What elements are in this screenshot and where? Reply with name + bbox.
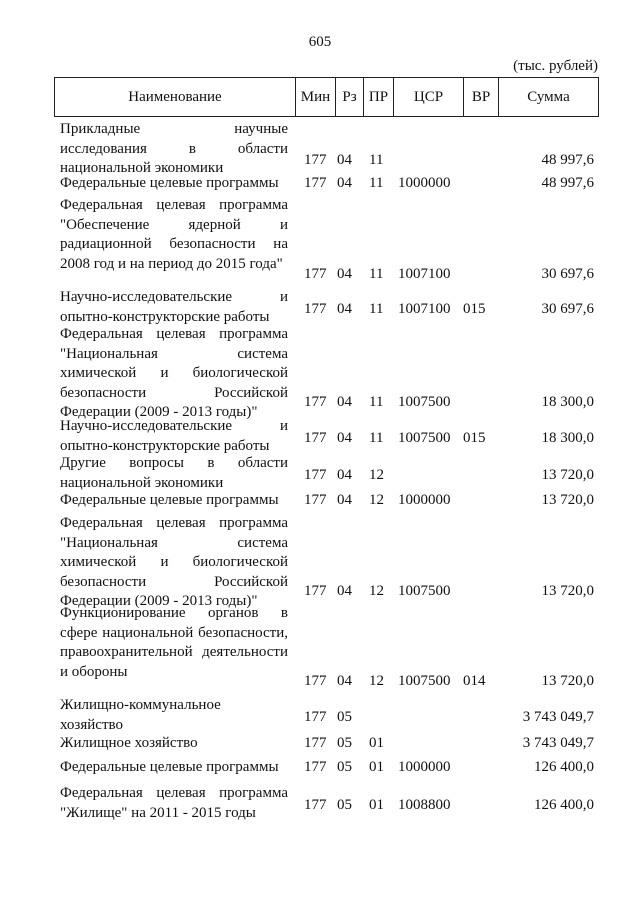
units-label: (тыс. рублей)	[513, 58, 598, 74]
row-rz: 04	[337, 393, 352, 410]
row-csr: 1007500	[398, 672, 451, 689]
row-sum: 13 720,0	[541, 582, 594, 599]
row-pr: 11	[369, 393, 384, 410]
table-row	[0, 175, 640, 193]
row-sum: 13 720,0	[541, 672, 594, 689]
row-name: Федеральная целевая программа "Национальная система химической и биологической безопасности Российской Федерации (2009 - 2013 годы)"	[60, 515, 288, 609]
row-pr: 12	[369, 491, 384, 508]
row-min: 177	[304, 393, 327, 410]
row-min: 177	[304, 300, 327, 317]
row-rz: 04	[337, 582, 352, 599]
row-name: Федеральная целевая программа "Жилище" на 2011 - 2015 годы	[60, 785, 288, 821]
row-pr: 01	[369, 734, 384, 751]
row-pr: 12	[369, 466, 384, 483]
row-pr: 11	[369, 174, 384, 191]
row-min: 177	[304, 265, 327, 282]
table-row	[0, 785, 640, 821]
row-pr: 12	[369, 582, 384, 599]
row-sum: 13 720,0	[541, 466, 594, 483]
row-vr: 015	[463, 300, 486, 317]
row-name: Функционирование органов в сфере национальной безопасности, правоохранительной деятельности и обороны	[60, 605, 288, 680]
row-rz: 04	[337, 174, 352, 191]
header-csr: ЦСР	[393, 78, 463, 116]
row-sum: 126 400,0	[534, 796, 594, 813]
row-sum: 48 997,6	[541, 174, 594, 191]
row-min: 177	[304, 174, 327, 191]
table-row	[0, 455, 640, 491]
row-csr: 1007500	[398, 393, 451, 410]
row-min: 177	[304, 734, 327, 751]
header-min: Мин	[295, 78, 335, 116]
table-row	[0, 514, 640, 609]
header-rz: Рз	[335, 78, 363, 116]
row-sum: 18 300,0	[541, 393, 594, 410]
row-sum: 126 400,0	[534, 758, 594, 775]
table-row	[0, 120, 640, 176]
row-rz: 04	[337, 300, 352, 317]
row-name: Федеральные целевые программы	[60, 759, 279, 775]
table-row	[0, 325, 640, 420]
row-csr: 1007100	[398, 300, 451, 317]
row-rz: 05	[337, 796, 352, 813]
row-pr: 11	[369, 265, 384, 282]
row-pr: 11	[369, 429, 384, 446]
row-csr: 1007500	[398, 429, 451, 446]
table-row	[0, 492, 640, 510]
row-name: Научно-исследовательские и опытно-конструкторские работы	[60, 418, 288, 454]
row-name: Федеральные целевые программы	[60, 175, 279, 191]
row-rz: 04	[337, 491, 352, 508]
table-row	[0, 759, 640, 777]
row-min: 177	[304, 151, 327, 168]
header-sum: Сумма	[498, 78, 598, 116]
row-pr: 11	[369, 300, 384, 317]
row-sum: 18 300,0	[541, 429, 594, 446]
row-rz: 04	[337, 151, 352, 168]
row-min: 177	[304, 672, 327, 689]
row-min: 177	[304, 708, 327, 725]
row-rz: 05	[337, 758, 352, 775]
row-min: 177	[304, 758, 327, 775]
row-sum: 48 997,6	[541, 151, 594, 168]
row-name: Федеральная целевая программа "Обеспечение ядерной и радиационной безопасности на 2008 год и на период до 2015 года"	[60, 197, 288, 272]
row-name: Научно-исследовательские и опытно-конструкторские работы	[60, 289, 288, 325]
header-name: Наименование	[128, 88, 222, 105]
table-row	[0, 418, 640, 454]
row-rz: 04	[337, 429, 352, 446]
row-pr: 01	[369, 796, 384, 813]
table-row	[0, 196, 640, 284]
table-row	[0, 604, 640, 691]
row-sum: 30 697,6	[541, 300, 594, 317]
row-rz: 05	[337, 734, 352, 751]
table-header	[54, 77, 599, 117]
row-min: 177	[304, 491, 327, 508]
row-name: Федеральные целевые программы	[60, 492, 279, 508]
page-number: 605	[308, 34, 332, 50]
header-vr: ВР	[463, 78, 498, 116]
row-pr: 11	[369, 151, 384, 168]
row-sum: 3 743 049,7	[522, 734, 594, 751]
row-min: 177	[304, 466, 327, 483]
row-rz: 05	[337, 708, 352, 725]
row-sum: 3 743 049,7	[522, 708, 594, 725]
row-sum: 13 720,0	[541, 491, 594, 508]
row-vr: 014	[463, 672, 486, 689]
row-name: Другие вопросы в области национальной экономики	[60, 455, 288, 491]
row-csr: 1007100	[398, 265, 451, 282]
row-rz: 04	[337, 265, 352, 282]
row-vr: 015	[463, 429, 486, 446]
row-csr: 1000000	[398, 491, 451, 508]
row-min: 177	[304, 796, 327, 813]
row-name: Жилищно-коммунальное хозяйство	[60, 697, 221, 733]
row-csr: 1008800	[398, 796, 451, 813]
row-pr: 01	[369, 758, 384, 775]
header-pr: ПР	[363, 78, 393, 116]
table-row	[0, 289, 640, 325]
row-sum: 30 697,6	[541, 265, 594, 282]
row-csr: 1000000	[398, 758, 451, 775]
row-rz: 04	[337, 466, 352, 483]
row-csr: 1007500	[398, 582, 451, 599]
row-csr: 1000000	[398, 174, 451, 191]
row-name: Федеральная целевая программа "Национальная система химической и биологической безопасности Российской Федерации (2009 - 2013 годы)"	[60, 326, 288, 420]
row-name: Прикладные научные исследования в области национальной экономики	[60, 121, 288, 176]
row-pr: 12	[369, 672, 384, 689]
row-rz: 04	[337, 672, 352, 689]
row-min: 177	[304, 429, 327, 446]
row-name: Жилищное хозяйство	[60, 735, 198, 751]
row-min: 177	[304, 582, 327, 599]
table-row	[0, 697, 640, 733]
table-row	[0, 735, 640, 753]
